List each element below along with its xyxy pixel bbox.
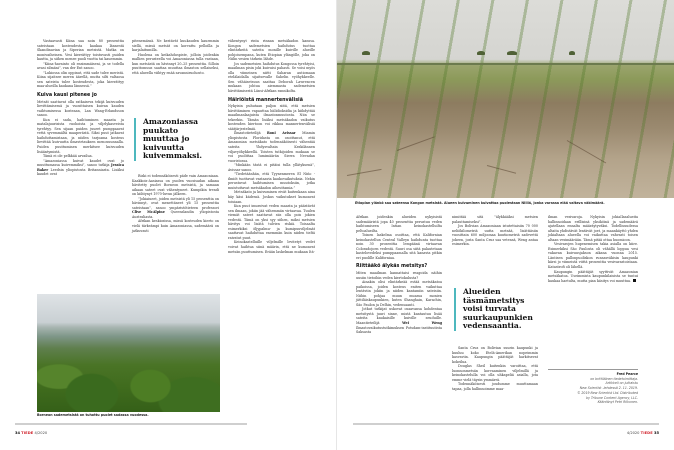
- paragraph: Miten maailman kannattaisi reagoida näihin uusiin tietoihin veden kiertokulusta?: [356, 270, 442, 280]
- section-heading: Kuiva kausi pitenee jo: [37, 93, 97, 99]
- author-name: Fred Pearce: [616, 372, 638, 376]
- tree: [507, 51, 517, 55]
- paragraph: ”Tiedetäänhän, että Tyynenmeren El Niño -ilmiöt tuottavat vastaavia kaukovaikutuksia. Nekin perustuvat haihtumisen muutoksiin, jotka muistuttavat metsäkadon aiheuttamia.”: [228, 172, 315, 190]
- credits-rule: [548, 369, 638, 370]
- pull-quote-line: Alueiden: [463, 287, 501, 296]
- horizon: [337, 63, 674, 65]
- issue-number: 4/2020: [34, 431, 48, 435]
- paragraph: ilman vesivaroja. Nykyisin jokiaIlasalueita hallinnoidaan erillisinä yksiköinä ja sademäärä ajatellaan ennalta määräytyväksi. Todellisuudessa altaita yhdistävät lentävät joet, ja maankäyttö yhden jokialtaan alueella voi vaikuttaa vahvasti toisen altaan vesimäärään. Tämä pitää ottaa huomioon.: [548, 215, 638, 242]
- right-column-2b: [452, 346, 538, 391]
- pull-quote-line: Amazoniassa: [143, 117, 199, 126]
- magazine-brand: TIEDE: [640, 431, 653, 435]
- text: Ilmastovaikutustutkimuksen Potsdam-instituutista Saksasta: [356, 325, 442, 335]
- paragraph: Toinen laskelma osoittaa, että Kalifornian keinokastellun Central Valleyn haihdunta tuottaa noin 30 prosenttia lempäänä virtaavan Coloradojoen vedestä. Suuri osa siitä palautetaan kastelovedeksi pumppaamalla sitä kanavia pitkin eri puolille Kaliforniaa.: [356, 233, 442, 260]
- page-number: 35: [653, 431, 659, 435]
- pull-quote-line: vedensaantia.: [463, 321, 522, 331]
- soil-crack: [397, 136, 435, 151]
- paragraph: Nykyisin puhutaan paljon siitä, että metsien hävittäminen vapauttaa hiilidioksidia ja kiihdyttää maailmanlaajuista ilmastonmuutosta. Niin se tekeekin. Tämän lisäksi metsäkadon vaikutus kosteuden kiertoon voi rikkoa mannertenvälisiä säätjärjestelmiä.: [228, 104, 315, 131]
- paragraph: Metsät saattavat olla ratkaiseva tekijä kuivuuden lievittämisessä ja vuosittaisen kuivan kauden vaihtumisessa kosteaan, Lan Wang-Erlandsson sanoo.: [37, 99, 124, 118]
- issue-number: 4/2020: [626, 431, 640, 435]
- text: Jotkut tutkijat uskovat osaavansa kohdentaa metsitystä juuri sinne, mistä kantautuu lisää sateita kaukaisille kuiville seuduille. Maantieteilijä: [356, 307, 442, 325]
- soil-crack: [487, 165, 516, 174]
- text: ”Jokiaiueet, joiden metsistä yli 15 prosenttia on hävinnyt, ovat menettäneet yli 15 prosenttia sateistaan”, sanoo ympäristötieteen professori: [132, 196, 219, 210]
- paragraph: Kun puut imuroivat veden maasta ja päästävät sen ilmaan, jokiin jää vähemmän virtaavaa. Tuulen viemät sateet saattavat siis olla pois jokien vedestä. Tämä on yksi syy siihen, miksi metsien hävitys voi lisätä tulvien riskiä. Toisaalta esimerkiksi öljypalmu- ja kumipuuviljelmät saattavat haihduttaa enemmän kuin niiden tieltä raivatut puut.: [228, 204, 315, 240]
- pull-quote-line: voisi turvata: [463, 304, 516, 314]
- pull-quote-line: kuivemmaksi.: [143, 151, 202, 161]
- paragraph: Riski ei todennäköisesti päde vain Amazoniaan. Kaakkois-Aasiassa on puolen vuosisadan aikana hävitetty puolet Borneon metsistä, ja samaan aikaan sateet ovat vähentyneet. Kumpikin trendi on kiihtynyt 1970-luvun jälkeen.: [132, 174, 219, 197]
- photo-caption: Borneon sademetsistä on tuhottu puolet sadassa vuodessa.: [37, 413, 149, 417]
- paragraph: Afrikan joidenkin alueiden nykyisistä sademääristä jopa 40 prosenttia perustuu veden haihtumiseen Intian keinokastelluilta peltoalueilta.: [356, 215, 442, 233]
- paragraph: ”Kiina-havainto oli ensimmäiseni, ja se todella avasi silmäni”, van der Ent sanoo.: [37, 61, 124, 71]
- person-name: Clive McAlpine: [132, 210, 165, 215]
- text: Leedsin yliopistosta Britanniasta. Lisäksi kaudet ovat: [37, 167, 124, 177]
- paragraph: Afrikan keskiosissa, missä kosteuden kierto on vielä tärkeämpi kuin Amazoniassa, sademäärä on jatkuvasti: [132, 219, 219, 233]
- bottom-rule: [353, 423, 659, 425]
- paragraph: Vesivarojen hupenemisen takia asialla on kiire. Esimerkiksi São Paulosta oli vähällä loppua vesi vakavan kuivuusjakson aikana vuonna 2015. Läntisen pallonpuoliskon runsasväkisin kaupunki kärsi jo viimeistä viittä prosenttia vesivarastoistaan. Katastrofi oli lähellä.: [548, 242, 638, 270]
- paragraph: [132, 197, 219, 220]
- paragraph: Santa Cruz on Bolivian suurin kaupunki ja kuuluu koko Etelä-Amerikan nopeimmin kasvaviin. Kaupungin päättäjät harkitsevat kokeilua.: [452, 346, 538, 364]
- text: Miamin yliopistosta Floridasta on osoittanut, että Amazonian metsäkato todennäköisesti vähentää sateita Yhdysvaltain Keskilännen viljavyöhykkeellä. Toisten tutkijoiden mukaan se voi puolittaa lumimäärän Sierra Nevadan vuoristossa.: [228, 131, 315, 163]
- page-folio-right: [627, 431, 659, 435]
- paragraph: Vastaavasti Kiina saa noin 80 prosenttia sateistaan kosteudesta kaukaa lännestä Skandinavian ja Siperian metsistä. Matka on monivaiheinen. Vesi kierrättyy toistuvasti puiden kautta, ja siihen menee puoli vuotta tai kauemmin.: [37, 39, 124, 62]
- text: Ilmastotieteilijä: [234, 131, 268, 136]
- section-heading: Häiriöistä mannertenvälisiä: [228, 97, 303, 103]
- pull-quote: [134, 118, 218, 161]
- credit-line: on brittiläinen tiedetoimittaja.: [590, 376, 638, 381]
- pull-quote: [454, 288, 540, 331]
- person-name: Roni Avissar: [267, 131, 296, 136]
- paragraph: Huolena on keikahduspiste, jolloin joidenkin mallien perusteella voi Amazoniassa tulla vastaan, kun metsästä on hävinnyt 20–25 prosenttia. Silloin puuttomuus saattaa muuttaa ilmaston sellaiseksi, että alueella viihtyy enää savanniruohosto.: [132, 52, 219, 75]
- text: ”Amazoniassa kuivat kaudet ovat jo muuttumassa kuivemmiksi”, sanoo tutkija: [37, 158, 124, 168]
- person-name: Wei Weng: [402, 320, 442, 325]
- right-column-3: [548, 215, 638, 283]
- paragraph: pitenemässä. Ne kestävät kuukauden kauemmin siellä, missä metsät on korvattu pelloilla ja karjalaitumilla.: [132, 39, 219, 53]
- paragraph: Keinokastelluille viljelmille levitetyt vedet voivat haihtua siinä määrin, että ne kumoavat metsän puuttumisen. Erään laskelman mukaan Itä-: [228, 240, 315, 254]
- section-heading: Riittääkö älykäs metsitys?: [356, 264, 428, 270]
- pull-quote-line: puukato: [143, 125, 179, 135]
- credit-line: Kääntänyt Petri Riikonen.: [597, 400, 638, 405]
- text: Kaupungin päättäjät syyttivät Amazonian metsäkatoa. Useimmista kaupunkilaisista se tuntui kaukaa haetulta, mutta pian käsitys voi muuttua.: [548, 269, 638, 283]
- paragraph: nimittää sitä ”älykkääksi metsien palauttamiseksi”.: [452, 215, 538, 224]
- paragraph: Metsäkato ja kuivuminen eivät kuitenkaan aina käy käsi kädessä. Joskus vaikutukset kumoavat toisiaan.: [228, 190, 315, 204]
- paragraph: Ainakin olisi elintärkeää estää metsäkatoa paikoissa, joiden kosteus eniten vaikuttaa lentäviin jokiin ja niiden kantamiin sateisiin. Niihin pohjaa muun muassa monien jättiläiskaupunkien, kuten Shanghain, Karachin, São Paulon ja Delhin, vedensaanti.: [356, 280, 442, 307]
- bottom-rule: [15, 423, 247, 425]
- paragraph: ”Lukiossa olin oppinut, että sade tulee meristä. Kiina sijaitsee meren äärellä, mutta silti valtaosa sen sateista tulee kosteudesta, joka kierrättyy maa-alueilla kaukana lännessä.”: [37, 70, 124, 89]
- ethiopia-dry-field-photo: [337, 0, 674, 198]
- paragraph: [356, 307, 442, 334]
- page-folio-left: [15, 431, 47, 435]
- person-name: Jessica Baker: [37, 163, 124, 172]
- paragraph: Jos sademetsien haihdutus Kongossa tyrehtyisi, maailman pisin joki kuivuisi pahasti. Se voisi myös olla viimeinen niitti Saharan autiomaan etelälaidalla sijaitsevalle Sahelin vyöhykkeelle. Sen vähäisetsuus saattaa Deborah Lawrencen mukaan johtua aiemmasta sademetsien hävittämisestä Länsi-Afrikan rannikolta.: [228, 61, 315, 94]
- paragraph: Douglas Sheil kuitenkin varoittaa, että luonnonmetsän korvaaminen viljelmillä ja keinokastelulla voi olla uhkapeliä asialla, jota emme vielä täysin ymmärrä.: [452, 364, 538, 382]
- text: Queenslandin yliopistosta Australiasta.: [132, 210, 219, 219]
- page-number: 34: [15, 431, 21, 435]
- right-column-2: [452, 215, 538, 247]
- soil-crack: [347, 169, 382, 176]
- credit-line: New Scientist -lehdessä 2. 11. 2019.: [579, 386, 638, 391]
- pull-quote-line: suurkaupunkien: [463, 312, 533, 322]
- author-credits: [537, 372, 638, 405]
- credit-line: © 2019 New Scientist Ltd. Distributed: [577, 390, 638, 395]
- left-column-2: [132, 39, 219, 75]
- tree: [477, 51, 485, 55]
- right-page: [337, 0, 674, 450]
- left-column-1: [37, 39, 124, 177]
- paragraph: [548, 270, 638, 284]
- paragraph: Jos Bolivian Amazoniaan istutettaisiin 70 000 neliökilometriä uutta metsää, lisättäisiin vuosittain 600 miljoonaa kuutiometriä sadevettä jokeen, josta Santa Cruz saa vetensä, Weng antaa esimerkin.: [452, 224, 538, 247]
- right-column-1: [356, 215, 442, 335]
- soil-crack: [567, 140, 606, 163]
- paragraph: Kun ei sada, haihtuminen maasta ja matalajuurisista ruohoista ja viljelykasveista tyrehtyy. Sen sijaan puiden juuret pumppaavat vettä syvemmältä maaperästä. Siksi puut jatkavat haihduttamistaan, ja niiden tarjoama kosteus lievittää kuivuutta ilmavirtauksen menosuunnalla. Puiden puuttuminen merkitsee kuivuuden lisääntymistä.: [37, 117, 124, 154]
- pull-quote-line: kuivuutta: [143, 142, 185, 152]
- tree: [569, 51, 575, 55]
- paragraph: ”Minkään tästä ei pitäisi tulla yllätyksenä”, Avissar sanoo.: [228, 163, 315, 172]
- left-column-3: [228, 39, 315, 254]
- borneo-rainforest-photo: [37, 294, 220, 412]
- paragraph: Tämä ei ole pelkkää arvailua.: [43, 154, 93, 159]
- paragraph: Todennäköisesti joudumme muuttamaan tapaa, jolla hallinnoimme maa-: [452, 382, 538, 391]
- tree: [362, 51, 370, 55]
- paragraph: [37, 159, 124, 177]
- credit-line: Artikkeli on julkaistu: [605, 381, 638, 386]
- paragraph: [228, 131, 315, 163]
- left-column-2b: [132, 174, 219, 233]
- pull-quote-line: täsmämetsitys: [463, 295, 525, 305]
- credit-line: by Tribune Content Agency, LLC.: [586, 395, 638, 400]
- pull-quote-line: muuttaa jo: [143, 134, 190, 144]
- paragraph: vähentynyt rinta rinnan metsäkadon kanssa. Kongon sademetsien haihdutus tuottaa elintärkeitä sateita monille kuiville alueille pohjoisempana, kuten Etiopian ylängölle, joka on Niilin vesien tärkein lähde.: [228, 39, 315, 62]
- photo-caption: Etiopian ylänkö saa sateensa Kongon metsistä. Alueen kuivuminen kuivattaa puolestaan Niiliä, jonka varassa elää valtava väkimäärä.: [355, 201, 605, 205]
- magazine-brand: TIEDE: [21, 431, 34, 435]
- end-mark-icon: [633, 279, 636, 282]
